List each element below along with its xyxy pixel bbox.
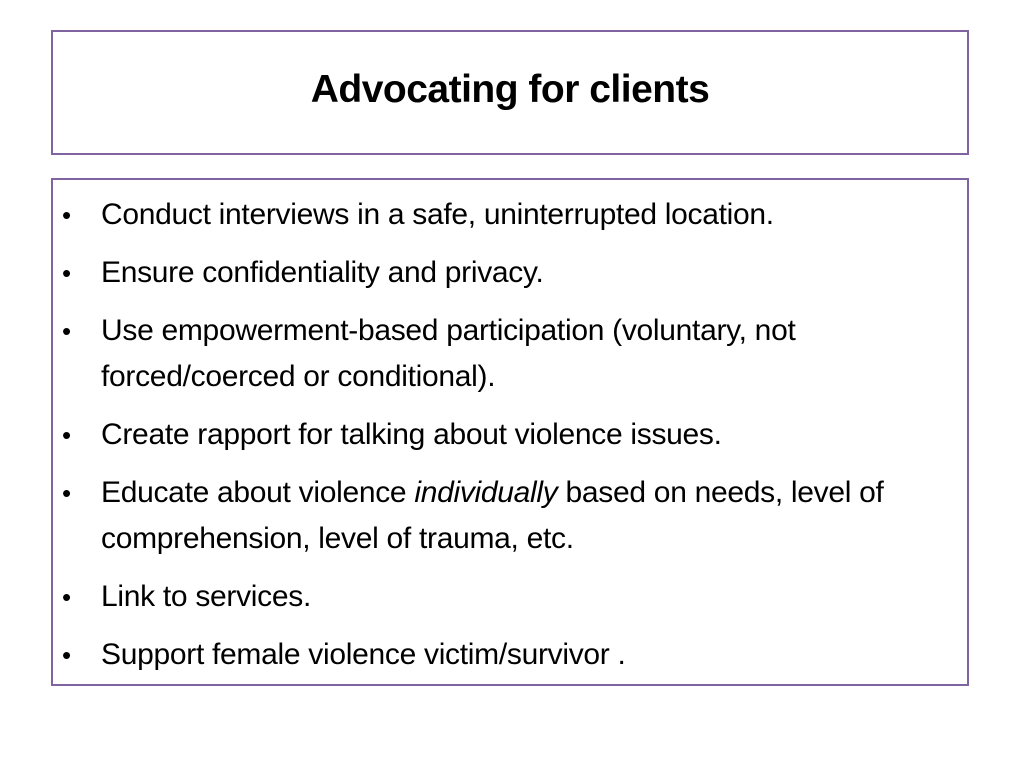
bullet-dot-icon: • xyxy=(62,478,71,508)
bullet-list xyxy=(53,192,957,678)
bullet-text: Use empowerment-based participation (voluntary, not forced/coerced or conditional). xyxy=(101,314,796,393)
bullet-item xyxy=(53,632,957,678)
bullet-dot-icon: • xyxy=(62,316,71,346)
bullet-dot-icon: • xyxy=(62,258,71,288)
bullet-text: Link to services. xyxy=(101,580,311,613)
bullet-item xyxy=(53,250,957,296)
bullet-text: Create rapport for talking about violence issues. xyxy=(101,418,722,451)
bullet-item xyxy=(53,308,957,400)
bullet-dot-icon: • xyxy=(62,420,71,450)
bullet-item xyxy=(53,574,957,620)
bullet-dot-icon: • xyxy=(62,200,71,230)
bullet-text: Ensure confidentiality and privacy. xyxy=(101,256,544,289)
bullet-item xyxy=(53,470,957,562)
bullet-item xyxy=(53,192,957,238)
bullet-text-emphasis: individually xyxy=(414,476,558,509)
content-placeholder xyxy=(51,178,969,686)
bullet-text: Conduct interviews in a safe, uninterrupted location. xyxy=(101,198,774,231)
bullet-dot-icon: • xyxy=(62,640,71,670)
bullet-dot-icon: • xyxy=(62,582,71,612)
bullet-text: Support female violence victim/survivor . xyxy=(101,638,626,671)
bullet-text-after: based on needs, level of comprehension, level of trauma, etc. xyxy=(101,476,884,555)
slide-title: Advocating for clients xyxy=(310,67,710,111)
bullet-item xyxy=(53,412,957,458)
title-placeholder xyxy=(51,30,969,155)
bullet-text-before: Educate about violence xyxy=(101,476,415,509)
